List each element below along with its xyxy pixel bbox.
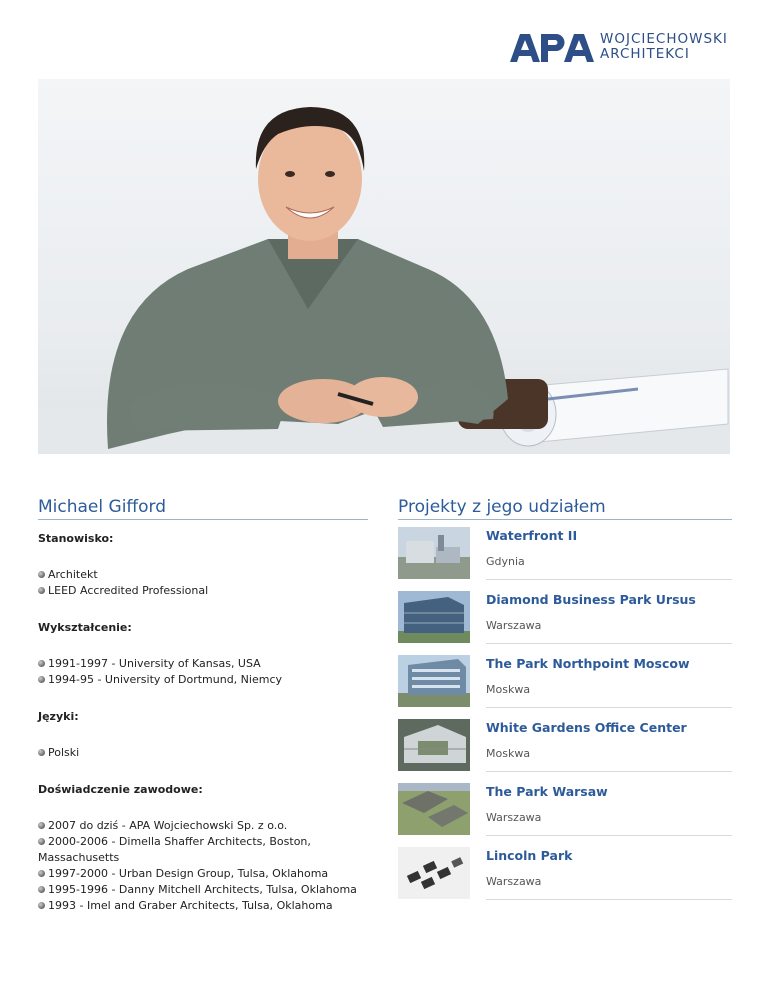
project-info — [486, 776, 732, 836]
section-position — [38, 532, 368, 599]
project-city: Warszawa — [486, 619, 542, 632]
list-item: 2007 do dziś - APA Wojciechowski Sp. z o.o. — [38, 818, 368, 834]
bullet-icon — [38, 822, 45, 829]
section-list — [38, 656, 368, 688]
bullet-icon — [38, 886, 45, 893]
project-thumbnail[interactable] — [398, 783, 470, 835]
project-info — [486, 840, 732, 900]
list-item: 2000-2006 - Dimella Shaffer Architects, Boston, Massachusetts — [38, 835, 311, 864]
project-thumbnail[interactable] — [398, 527, 470, 579]
project-item-the-park-northpoint-moscow[interactable] — [398, 648, 732, 712]
section-education — [38, 621, 368, 688]
project-title-link[interactable]: Waterfront II — [486, 528, 578, 543]
apa-logo-mark — [510, 34, 594, 62]
project-city: Gdynia — [486, 555, 525, 568]
portrait-photo — [38, 79, 730, 454]
section-experience — [38, 783, 368, 914]
bullet-icon — [38, 902, 45, 909]
list-item: 1991-1997 - University of Kansas, USA — [38, 656, 368, 672]
profile-column — [38, 497, 368, 936]
logo-line-1: WOJCIECHOWSKI — [600, 31, 728, 47]
section-list — [38, 818, 368, 914]
company-logo — [510, 32, 735, 66]
project-title-link[interactable]: The Park Warsaw — [486, 784, 608, 799]
project-info — [486, 584, 732, 644]
project-info — [486, 520, 732, 580]
section-label: Stanowisko: — [38, 532, 114, 545]
bullet-icon — [38, 749, 45, 756]
bullet-icon — [38, 838, 45, 845]
project-title-link[interactable]: Diamond Business Park Ursus — [486, 592, 696, 607]
section-list — [38, 745, 368, 761]
project-city: Moskwa — [486, 747, 531, 760]
project-info — [486, 648, 732, 708]
project-thumbnail[interactable] — [398, 655, 470, 707]
project-title-link[interactable]: White Gardens Office Center — [486, 720, 687, 735]
projects-column — [398, 497, 732, 904]
section-label: Wykształcenie: — [38, 621, 132, 634]
project-item-the-park-warsaw[interactable] — [398, 776, 732, 840]
list-item: 1994-95 - University of Dortmund, Niemcy — [38, 672, 368, 688]
project-item-waterfront-ii[interactable] — [398, 520, 732, 584]
section-languages — [38, 710, 368, 761]
project-city: Warszawa — [486, 875, 542, 888]
project-thumbnail[interactable] — [398, 719, 470, 771]
project-thumbnail[interactable] — [398, 847, 470, 899]
list-item: LEED Accredited Professional — [38, 583, 368, 599]
person-name: Michael Gifford — [38, 497, 368, 520]
project-item-lincoln-park[interactable] — [398, 840, 732, 904]
logo-line-2: ARCHITEKCI — [600, 46, 690, 62]
logo-wordmark — [600, 32, 728, 62]
list-item: 1993 - Imel and Graber Architects, Tulsa, Oklahoma — [38, 898, 368, 914]
section-label: Języki: — [38, 710, 79, 723]
list-item: 1995-1996 - Danny Mitchell Architects, Tulsa, Oklahoma — [38, 882, 368, 898]
bullet-icon — [38, 571, 45, 578]
section-label: Doświadczenie zawodowe: — [38, 783, 203, 796]
list-item: 1997-2000 - Urban Design Group, Tulsa, Oklahoma — [38, 866, 368, 882]
section-list — [38, 567, 368, 599]
project-info — [486, 712, 732, 772]
list-item: Polski — [38, 745, 368, 761]
project-thumbnail[interactable] — [398, 591, 470, 643]
projects-heading: Projekty z jego udziałem — [398, 497, 732, 520]
project-title-link[interactable]: The Park Northpoint Moscow — [486, 656, 690, 671]
project-city: Warszawa — [486, 811, 542, 824]
list-item: Architekt — [38, 567, 368, 583]
bullet-icon — [38, 587, 45, 594]
project-city: Moskwa — [486, 683, 531, 696]
project-item-white-gardens-office-center[interactable] — [398, 712, 732, 776]
bullet-icon — [38, 870, 45, 877]
bullet-icon — [38, 660, 45, 667]
bullet-icon — [38, 676, 45, 683]
project-title-link[interactable]: Lincoln Park — [486, 848, 573, 863]
project-item-diamond-business-park-ursus[interactable] — [398, 584, 732, 648]
